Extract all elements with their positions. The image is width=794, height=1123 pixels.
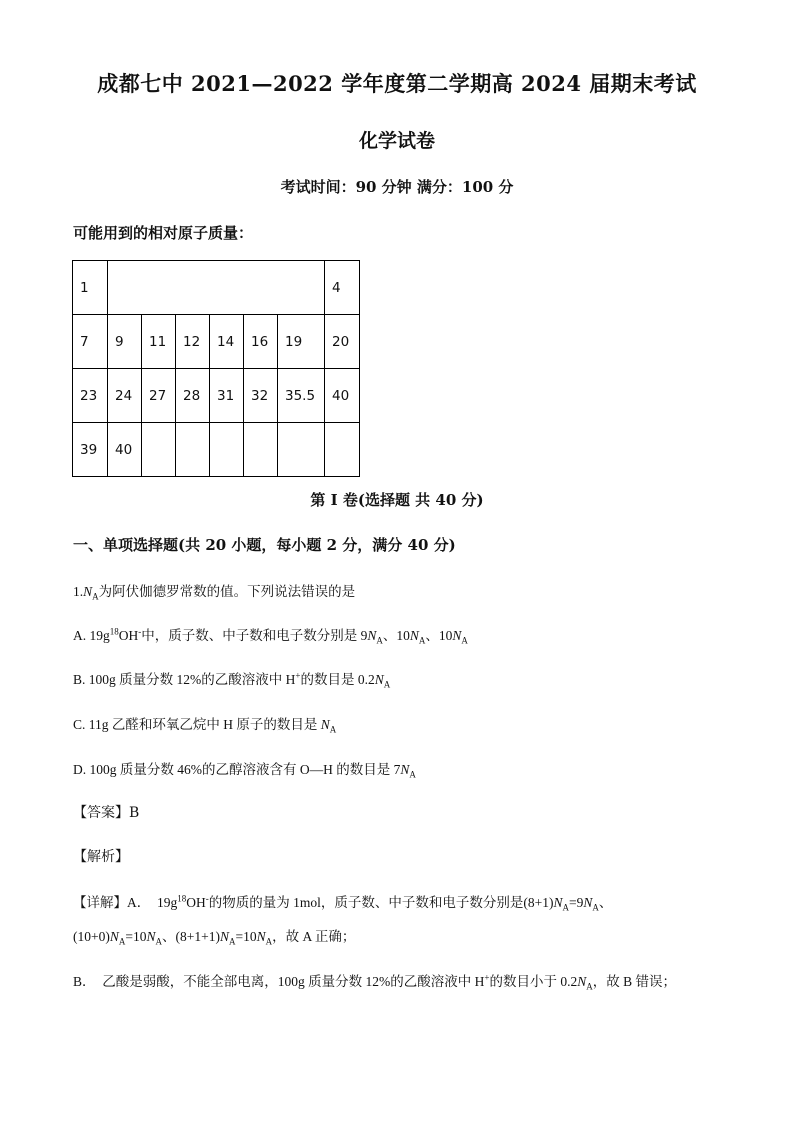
detail-b-line: B． 乙酸是弱酸，不能全部电离，100g 质量分数 12%的乙酸溶液中 H+的数目小于 $0.2N_A$，故 B 错误； (73, 972, 676, 992)
table-cell: 9 (108, 315, 142, 369)
table-row (73, 369, 360, 423)
table-row (73, 423, 360, 477)
table-cell (176, 423, 210, 477)
table-cell: 7 (73, 315, 108, 369)
table-cell (278, 423, 325, 477)
analysis-tag: 【解析】 (73, 849, 129, 865)
table-cell: 14 (210, 315, 244, 369)
table-cell: 28 (176, 369, 210, 423)
table-cell (142, 423, 176, 477)
part-title: 一、单项选择题(共 20 小题，每小题 2 分，满分 40 分) (73, 536, 456, 554)
table-cell: 20 (325, 315, 360, 369)
table-cell: 1 (73, 261, 108, 315)
table-cell (244, 423, 278, 477)
answer-line (73, 802, 139, 822)
option-a: A. $19g^{18}OH^-$中，质子数、中子数和电子数分别是 $9N_A$、$10N_A$、$10N_A$ (73, 626, 468, 646)
option-d: D. 100g 质量分数 46%的乙醇溶液含有 O—H 的数目是 $7N_A$ (73, 762, 416, 780)
table-cell (210, 423, 244, 477)
answer-value: B (129, 805, 140, 821)
exam-title: 成都七中 2021—2022 学年度第二学期高 2024 届期末考试 (97, 71, 697, 96)
exam-info: 考试时间：90 分钟 满分：100 分 (280, 178, 514, 196)
table-cell: 31 (210, 369, 244, 423)
table-cell: 40 (325, 369, 360, 423)
table-cell: 12 (176, 315, 210, 369)
detail-a-line2: $(10+0)N_A=10N_A$、$(8+1+1)N_A=10N_A$，故 A 正确； (73, 929, 356, 947)
table-cell: 27 (142, 369, 176, 423)
atomic-mass-label: 可能用到的相对原子质量： (73, 224, 254, 242)
answer-tag: 【答案】 (73, 805, 129, 821)
table-cell (325, 423, 360, 477)
table-cell: 11 (142, 315, 176, 369)
option-c: C. 11g 乙醛和环氧乙烷中 H 原子的数目是 $N_A$ (73, 717, 337, 735)
table-cell: 32 (244, 369, 278, 423)
table-cell: 16 (244, 315, 278, 369)
table-cell: 23 (73, 369, 108, 423)
detail-a-line1: 【详解】A． $19g^{18}OH^-$的物质的量为 1mol，质子数、中子数和电子数分别是$(8+1)N_A=9N_A$、 (73, 893, 613, 913)
table-cell: 24 (108, 369, 142, 423)
table-cell: 40 (108, 423, 142, 477)
section-title: 第 I 卷(选择题 共 40 分) (310, 491, 484, 509)
table-row (73, 261, 360, 315)
table-cell: 35.5 (278, 369, 325, 423)
table-cell: 19 (278, 315, 325, 369)
question-stem: $1.N_A$为阿伏伽德罗常数的值。下列说法错误的是 (73, 584, 356, 602)
table-cell: 4 (325, 261, 360, 315)
option-b: B. 100g 质量分数 12%的乙酸溶液中 H+的数目是 $0.2N_A$ (73, 670, 391, 690)
table-row (73, 315, 360, 369)
table-cell: 39 (73, 423, 108, 477)
subject-title: 化学试卷 (358, 130, 435, 152)
atomic-mass-table (72, 260, 360, 477)
table-cell (108, 261, 325, 315)
